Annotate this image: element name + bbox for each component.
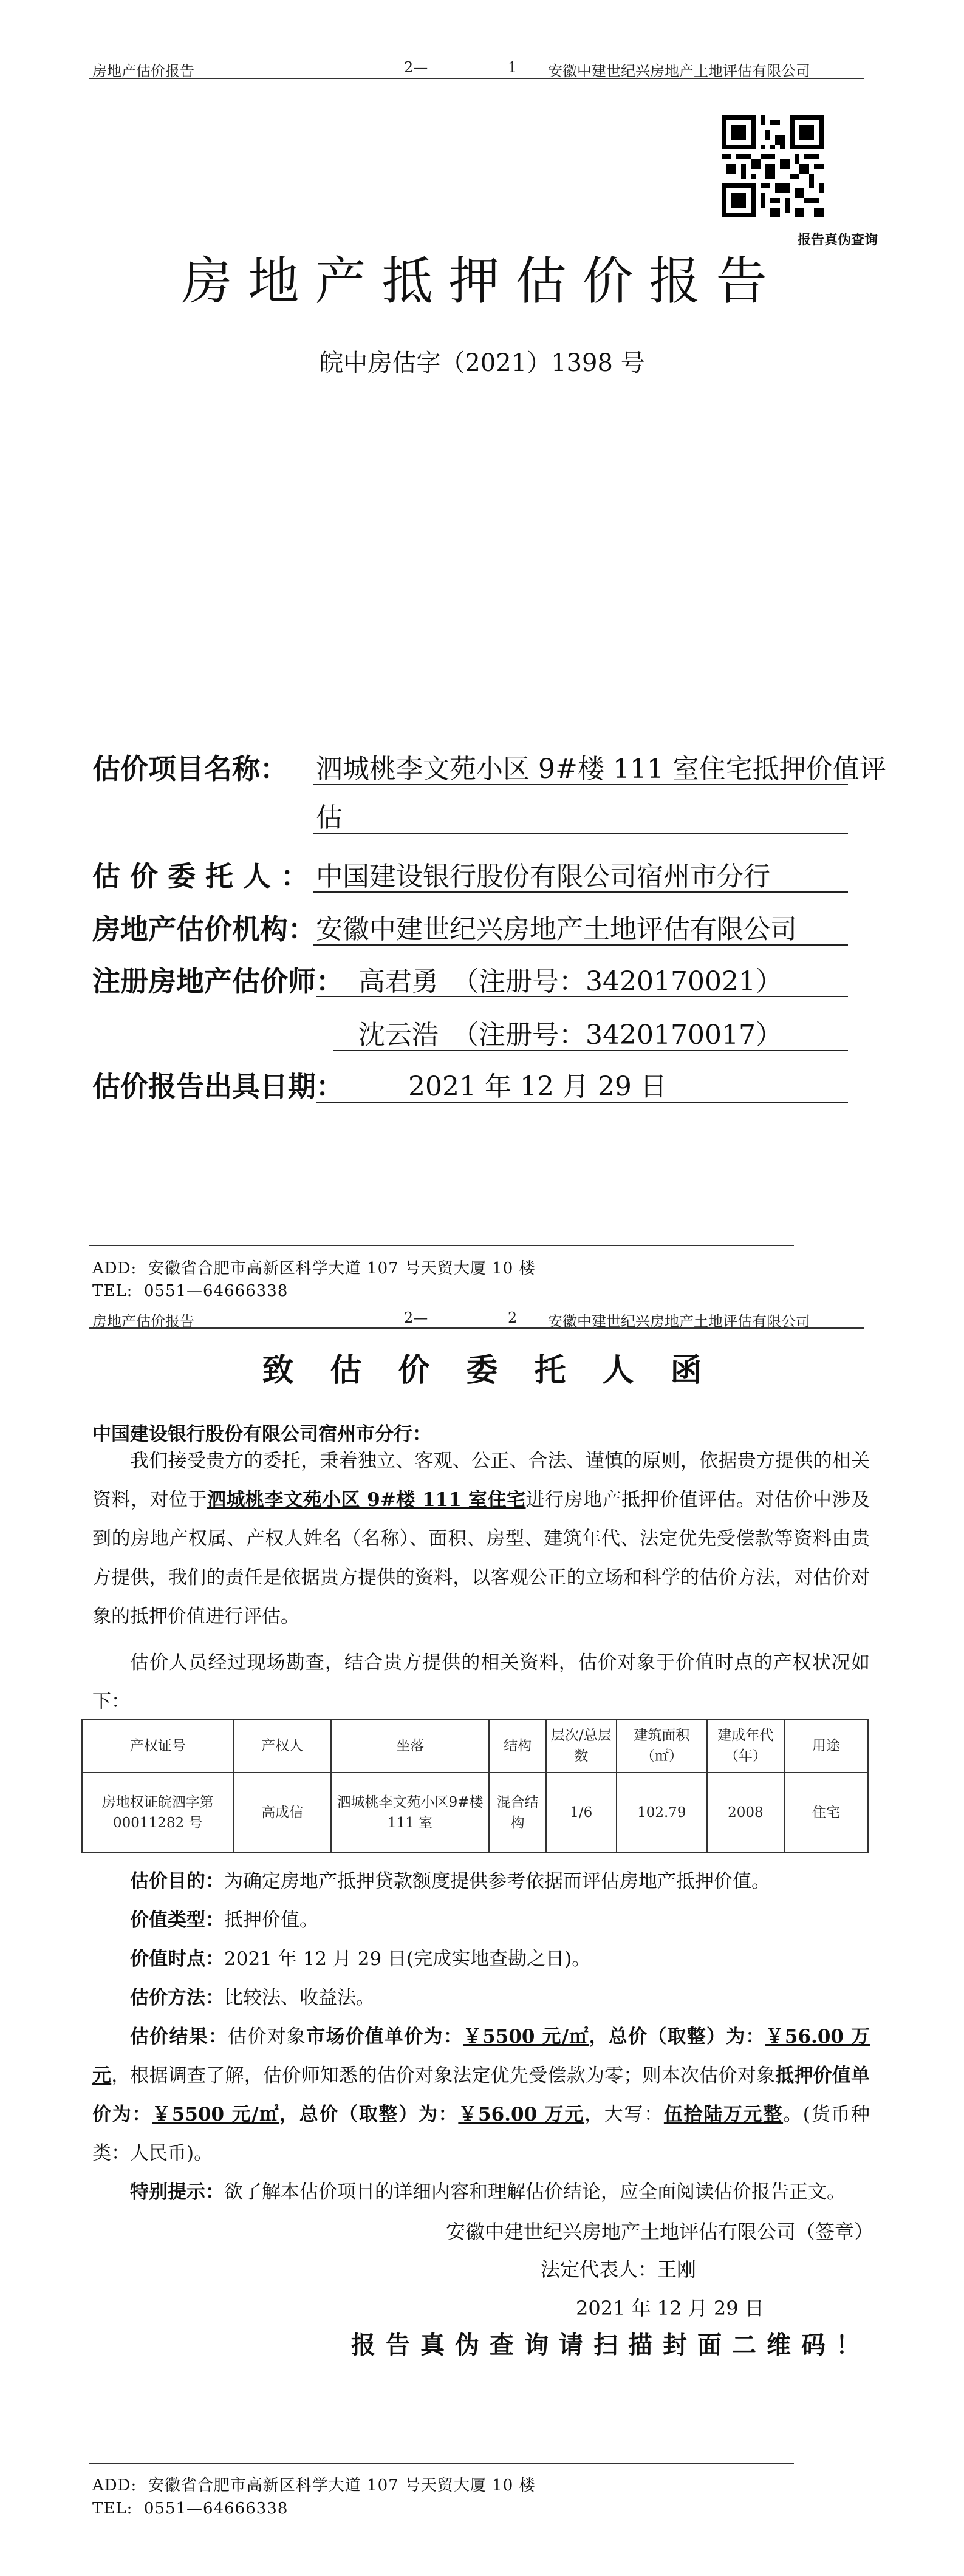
value-type-value: 抵押价值。 [224,1909,318,1931]
value-time-line [130,1940,870,1978]
underline [313,784,848,785]
p1-text-a: 我们接受贵方的委托，秉着独立、客观、公正、合法、谨慎的原则，依据贵方提供的相关资料，对位于 [92,1450,870,1511]
result-text: ，总价（取整）为： [279,2104,459,2125]
appraiser-1: 高君勇 （注册号：3420170021） [358,966,782,997]
table-cell: 高成信 [233,1773,330,1853]
underline [316,996,848,997]
method-value: 比较法、收益法。 [224,1987,375,2009]
table-header-cell: 建成年代（年） [707,1719,784,1773]
mortgage-total-price: ￥56.00 万元 [458,2104,585,2125]
result-text: 。(货币种类：人民币)。 [92,2104,870,2164]
special-tip-label: 特别提示： [130,2181,224,2203]
table-header-cell: 层次/总层数 [546,1719,617,1773]
value-time-label: 价值时点： [130,1948,224,1970]
table-cell: 2008 [707,1773,784,1853]
legal-representative: 法定代表人：王刚 [541,2258,697,2281]
purpose-line [130,1862,870,1901]
method-label: 估价方法： [130,1987,224,2009]
market-total-price: ￥56.00 万元 [92,2026,870,2087]
addressee: 中国建设银行股份有限公司宿州市分行： [92,1423,431,1445]
header-rule [89,1327,864,1329]
result-text: ，根据调查了解，估价师知悉的估价对象法定优先受偿款为零；则本次估价对象 [111,2065,776,2087]
footer-rule [89,2463,794,2464]
p1-text-c: 进行房地产抵押价值评估。对估价中涉及到的房地产权属、产权人姓名（名称）、面积、房型、建筑年代、法定优先受偿款等资料由贵方提供，我们的责任是依据贵方提供的资料，以客观公正的立场和科学的估价方法，对估价对象的抵押价值进行评估。 [92,1489,870,1627]
paragraph-1 [92,1442,870,1636]
qr-code-icon[interactable] [722,115,824,217]
purpose-value: 为确定房地产抵押贷款额度提供参考依据而评估房地产抵押价值。 [224,1870,770,1892]
footer-address: ADD: 安徽省合肥市高新区科学大道 107 号天贸大厦 10 楼 [92,1259,536,1278]
header-page-no: 2 [508,1309,518,1326]
header-mid: 2— [404,59,428,76]
table-cell: 泗城桃李文苑小区9#楼 111 室 [331,1773,490,1853]
table-header-row [82,1719,868,1773]
underline [316,1102,848,1103]
table-cell: 住宅 [784,1773,868,1853]
company-signature: 安徽中建世纪兴房地产土地评估有限公司（签章） [446,2220,874,2243]
footer-address: ADD: 安徽省合肥市高新区科学大道 107 号天贸大厦 10 楼 [92,2476,536,2495]
letter-date: 2021 年 12 月 29 日 [576,2297,764,2320]
header-mid: 2— [404,1309,428,1326]
underline [313,891,848,893]
underline [313,833,848,834]
value-type-label: 价值类型： [130,1909,224,1931]
result-paragraph [92,2017,870,2173]
market-unit-price: ￥5500 元/㎡ [462,2026,589,2048]
table-header-cell: 结构 [489,1719,546,1773]
issue-date-value: 2021 年 12 月 29 日 [408,1071,667,1102]
method-line [130,1978,870,2017]
result-text: 估价对象 [228,2026,307,2048]
result-text: ，总价（取整）为： [589,2026,765,2048]
underline [313,944,848,946]
special-tip-value: 欲了解本估价项目的详细内容和理解估价结论，应全面阅读估价报告正文。 [224,2181,846,2203]
appraiser-label: 注册房地产估价师： [92,965,344,998]
project-name-label: 估价项目名称： [92,752,288,785]
paragraph-2: 估价人员经过现场勘查，结合贵方提供的相关资料，估价对象于价值时点的产权状况如下： [92,1652,870,1712]
qr-caption: 报告真伪查询 [798,232,878,248]
value-type-line [130,1901,870,1940]
table-header-cell: 产权人 [233,1719,330,1773]
table-header-cell: 建筑面积（㎡） [617,1719,707,1773]
property-location: 泗城桃李文苑小区 9#楼 111 室住宅 [207,1489,526,1511]
table-row [82,1773,868,1853]
issue-date-label: 估价报告出具日期： [92,1070,344,1103]
client-value: 中国建设银行股份有限公司宿州市分行 [316,861,770,892]
table-header-cell: 用途 [784,1719,868,1773]
appraiser-2: 沈云浩 （注册号：3420170017） [358,1020,782,1051]
header-right: 安徽中建世纪兴房地产土地评估有限公司 [548,1313,810,1330]
header-rule [89,78,864,79]
table-cell: 102.79 [617,1773,707,1853]
agency-label: 房地产估价机构： [92,913,316,946]
header-left: 房地产估价报告 [92,63,194,80]
footer-rule [89,1245,794,1246]
client-label: 估 价 委 托 人 ： [92,860,309,893]
value-time-value: 2021 年 12 月 29 日(完成实地查勘之日)。 [224,1948,591,1970]
table-cell: 房地权证皖泗字第00011282 号 [82,1773,233,1853]
amount-in-words: 伍拾陆万元整 [663,2104,784,2125]
agency-value: 安徽中建世纪兴房地产土地评估有限公司 [316,914,797,945]
header-left: 房地产估价报告 [92,1313,194,1330]
result-text: ，大写： [584,2104,664,2125]
document-number: 皖中房估字（2021）1398 号 [319,349,645,377]
underline [333,1050,848,1051]
table-cell: 1/6 [546,1773,617,1853]
result-text: 抵押价值单价为： [92,2065,870,2125]
result-text: 市场价值单价为： [306,2026,463,2048]
header-page-no: 1 [508,59,518,76]
letter-title: 致估价委托人函 [262,1352,739,1389]
footer-tel: TEL: 0551—64666338 [92,2499,289,2518]
project-name-line1: 泗城桃李文苑小区 9#楼 111 室住宅抵押价值评 [316,754,886,785]
table-header-cell: 坐落 [331,1719,490,1773]
table-cell: 混合结构 [489,1773,546,1853]
result-label: 估价结果： [130,2026,228,2048]
special-tip-line [130,2173,870,2212]
footer-tel: TEL: 0551—64666338 [92,1282,289,1300]
table-header-cell: 产权证号 [82,1719,233,1773]
mortgage-unit-price: ￥5500 元/㎡ [152,2104,280,2125]
property-rights-table [81,1719,869,1853]
report-title: 房地产抵押估价报告 [181,251,783,311]
purpose-label: 估价目的： [130,1870,224,1892]
project-name-line2: 估 [316,802,343,833]
verification-notice: 报告真伪查询请扫描封面二维码！ [351,2331,870,2359]
header-right: 安徽中建世纪兴房地产土地评估有限公司 [548,63,810,80]
